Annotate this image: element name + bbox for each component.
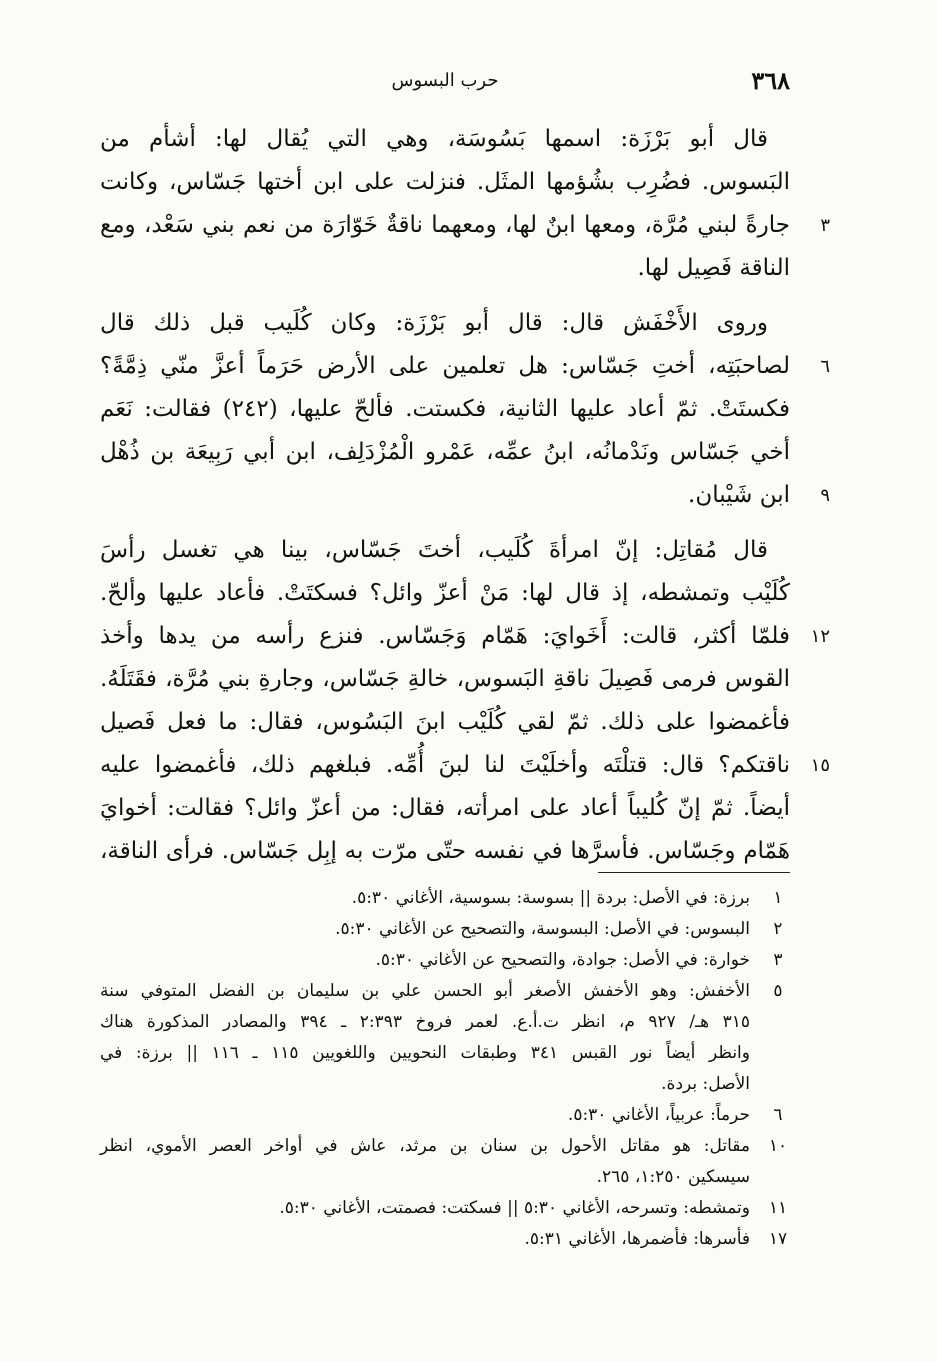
- footnote-text: برزة: في الأصل: بردة || بسوسة: بسوسية، الأغاني ٥:٣٠.: [351, 888, 750, 908]
- line-text: أيضاً. ثمّ إنّ كُليباً أعاد على امرأته، فقال: من أعزّ وائل؟ فقالت: أخوايَ: [100, 795, 790, 821]
- footnote-separator: [598, 872, 790, 873]
- line-text: وروى الأَخْفَش قال: قال أبو بَرْزَة: وكان كُلَيب قبل ذلك قال: [100, 310, 768, 336]
- footnote: [100, 1100, 790, 1131]
- text-line: [100, 431, 790, 474]
- footnote: [100, 976, 790, 1100]
- footnote-text: الأخفش: وهو الأخفش الأصغر أبو الحسن علي بن سليمان بن الفضل المتوفي سنة: [100, 981, 750, 1001]
- line-text: البَسوس. فضُرِب بشُؤمها المثَل. فنزلت على ابن أختها جَسّاس، وكانت: [100, 169, 790, 195]
- footnote-text: حرماً: عربياً، الأغاني ٥:٣٠.: [567, 1105, 750, 1125]
- paragraph-gap: [100, 517, 790, 529]
- line-number: ٦: [820, 356, 830, 377]
- text-line: [100, 572, 790, 615]
- line-number: ١٢: [810, 626, 830, 647]
- footnote: [100, 1193, 790, 1224]
- text-line: [100, 388, 790, 431]
- line-text: فأغمضوا على ذلك. ثمّ لقي كُلَيْب ابنَ البَسُوس، فقال: ما فعل فَصيل: [100, 709, 790, 735]
- line-text: الناقة فَصِيل لها.: [637, 255, 790, 281]
- footnote-text: سيسكين ١:٢٥٠، ٢٦٥.: [596, 1167, 750, 1187]
- text-line: [100, 658, 790, 701]
- footnote-number: ٣: [773, 950, 783, 970]
- footnote-number: ٥: [773, 981, 783, 1001]
- footnote: [100, 1224, 790, 1255]
- line-number: ٣: [820, 215, 830, 236]
- footnote-text: خوارة: في الأصل: جوادة، والتصحيح عن الأغاني ٥:٣٠.: [375, 950, 750, 970]
- line-number: ١٥: [810, 755, 830, 776]
- text-line: [100, 701, 790, 744]
- footnote-text: الأصل: بردة.: [661, 1074, 750, 1094]
- text-line: [100, 345, 830, 388]
- footnote: [100, 914, 790, 945]
- line-number: ٩: [820, 485, 830, 506]
- text-line: [100, 247, 790, 290]
- text-line: [100, 302, 790, 345]
- line-text: قال مُقاتِل: إنّ امرأةَ كُلَيب، أختَ جَسّاس، بينا هي تغسل رأسَ: [100, 537, 768, 563]
- footnote: [100, 945, 790, 976]
- footnotes: [100, 883, 790, 1255]
- line-text: أخي جَسّاس ونَدْمانُه، ابنُ عمِّه، عَمْرو الْمُزْدَلِف، ابن أبي رَبِيعَة بن ذُهْل: [100, 439, 790, 465]
- paragraph-gap: [100, 290, 790, 302]
- text-line: [100, 615, 830, 658]
- footnote-text: وتمشطه: وتسرحه، الأغاني ٥:٣٠ || فسكتت: فصمتت، الأغاني ٥:٣٠.: [279, 1198, 750, 1218]
- text-line: [100, 787, 790, 830]
- running-title: حرب البسوس: [391, 70, 499, 91]
- footnote-number: ١٧: [768, 1229, 788, 1249]
- text-line: [100, 830, 790, 873]
- page-number: ٣٦٨: [751, 66, 790, 95]
- line-text: هَمّام وجَسّاس. فأسرَّها في نفسه حتّى مرّت به إبِل جَسّاس. فرأى الناقة،: [100, 838, 790, 864]
- line-text: القوس فرمى فَصِيلَ ناقةِ البَسوس، خالةِ جَسّاس، وجارةِ بني مُرَّة، فقَتَلَهُ.: [100, 666, 790, 692]
- line-text: جارةً لبني مُرَّة، ومعها ابنٌ لها، ومعهما ناقةٌ خَوّارَة من نعم بني سَعْد، ومع: [100, 212, 790, 238]
- text-line: [100, 118, 790, 161]
- footnote-text: مقاتل: هو مقاتل الأحول بن سنان بن مرثد، عاش في أواخر العصر الأموي، انظر: [100, 1136, 750, 1156]
- footnote-text: البسوس: في الأصل: البسوسة، والتصحيح عن الأغاني ٥:٣٠.: [335, 919, 750, 939]
- line-text: فلمّا أكثر، قالت: أَخَوايَ: هَمّام وَجَسّاس. فنزع رأسه من يدها وأخذ: [100, 623, 790, 649]
- line-text: ناقتكم؟ قال: قتلْتَه وأخلَيْتَ لنا لبنَ أُمِّه. فبلغهم ذلك، فأغمضوا عليه: [100, 752, 790, 778]
- footnote-text: فأسرها: فأضمرها، الأغاني ٥:٣١.: [524, 1229, 750, 1249]
- text-line: [100, 474, 830, 517]
- text-line: [100, 204, 830, 247]
- text-line: [100, 161, 790, 204]
- footnote-number: ٦: [773, 1105, 783, 1125]
- footnote-text: ٣١٥ هـ/ ٩٢٧ م، انظر ت.أ.ع. لعمر فروخ ٢:٣٩٣ ـ ٣٩٤ والمصادر المذكورة هناك: [100, 1012, 750, 1032]
- footnote-number: ١٠: [768, 1136, 788, 1156]
- line-text: فكستَتْ. ثمّ أعاد عليها الثانية، فكستت. فألحّ عليها، (٢٤٢) فقالت: نَعَم: [100, 396, 790, 422]
- line-text: كُلَيْب وتمشطه، إذ قال لها: مَنْ أعزّ وائل؟ فسكتَتْ. فأعاد عليها وألحّ.: [100, 580, 790, 606]
- footnote-number: ١١: [768, 1198, 788, 1218]
- footnote-number: ٢: [773, 919, 783, 939]
- footnote: [100, 1131, 790, 1193]
- page-header: [100, 66, 790, 106]
- line-text: ابن شَيْبان.: [688, 482, 790, 508]
- text-line: [100, 529, 790, 572]
- footnote-text: وانظر أيضاً نور القبس ٣٤١ وطبقات النحويين واللغويين ١١٥ ـ ١١٦ || برزة: في: [100, 1043, 750, 1063]
- line-text: لصاحبَتِه، أختِ جَسّاس: هل تعلمين على الأرض حَرَماً أعزَّ منّي ذِمَّةً؟: [100, 353, 790, 379]
- footnote-number: ١: [773, 888, 783, 908]
- footnote: [100, 883, 790, 914]
- text-line: [100, 744, 830, 787]
- line-text: قال أبو بَرْزَة: اسمها بَسُوسَة، وهي التي يُقال لها: أشأم من: [100, 126, 768, 152]
- main-text: [100, 118, 830, 873]
